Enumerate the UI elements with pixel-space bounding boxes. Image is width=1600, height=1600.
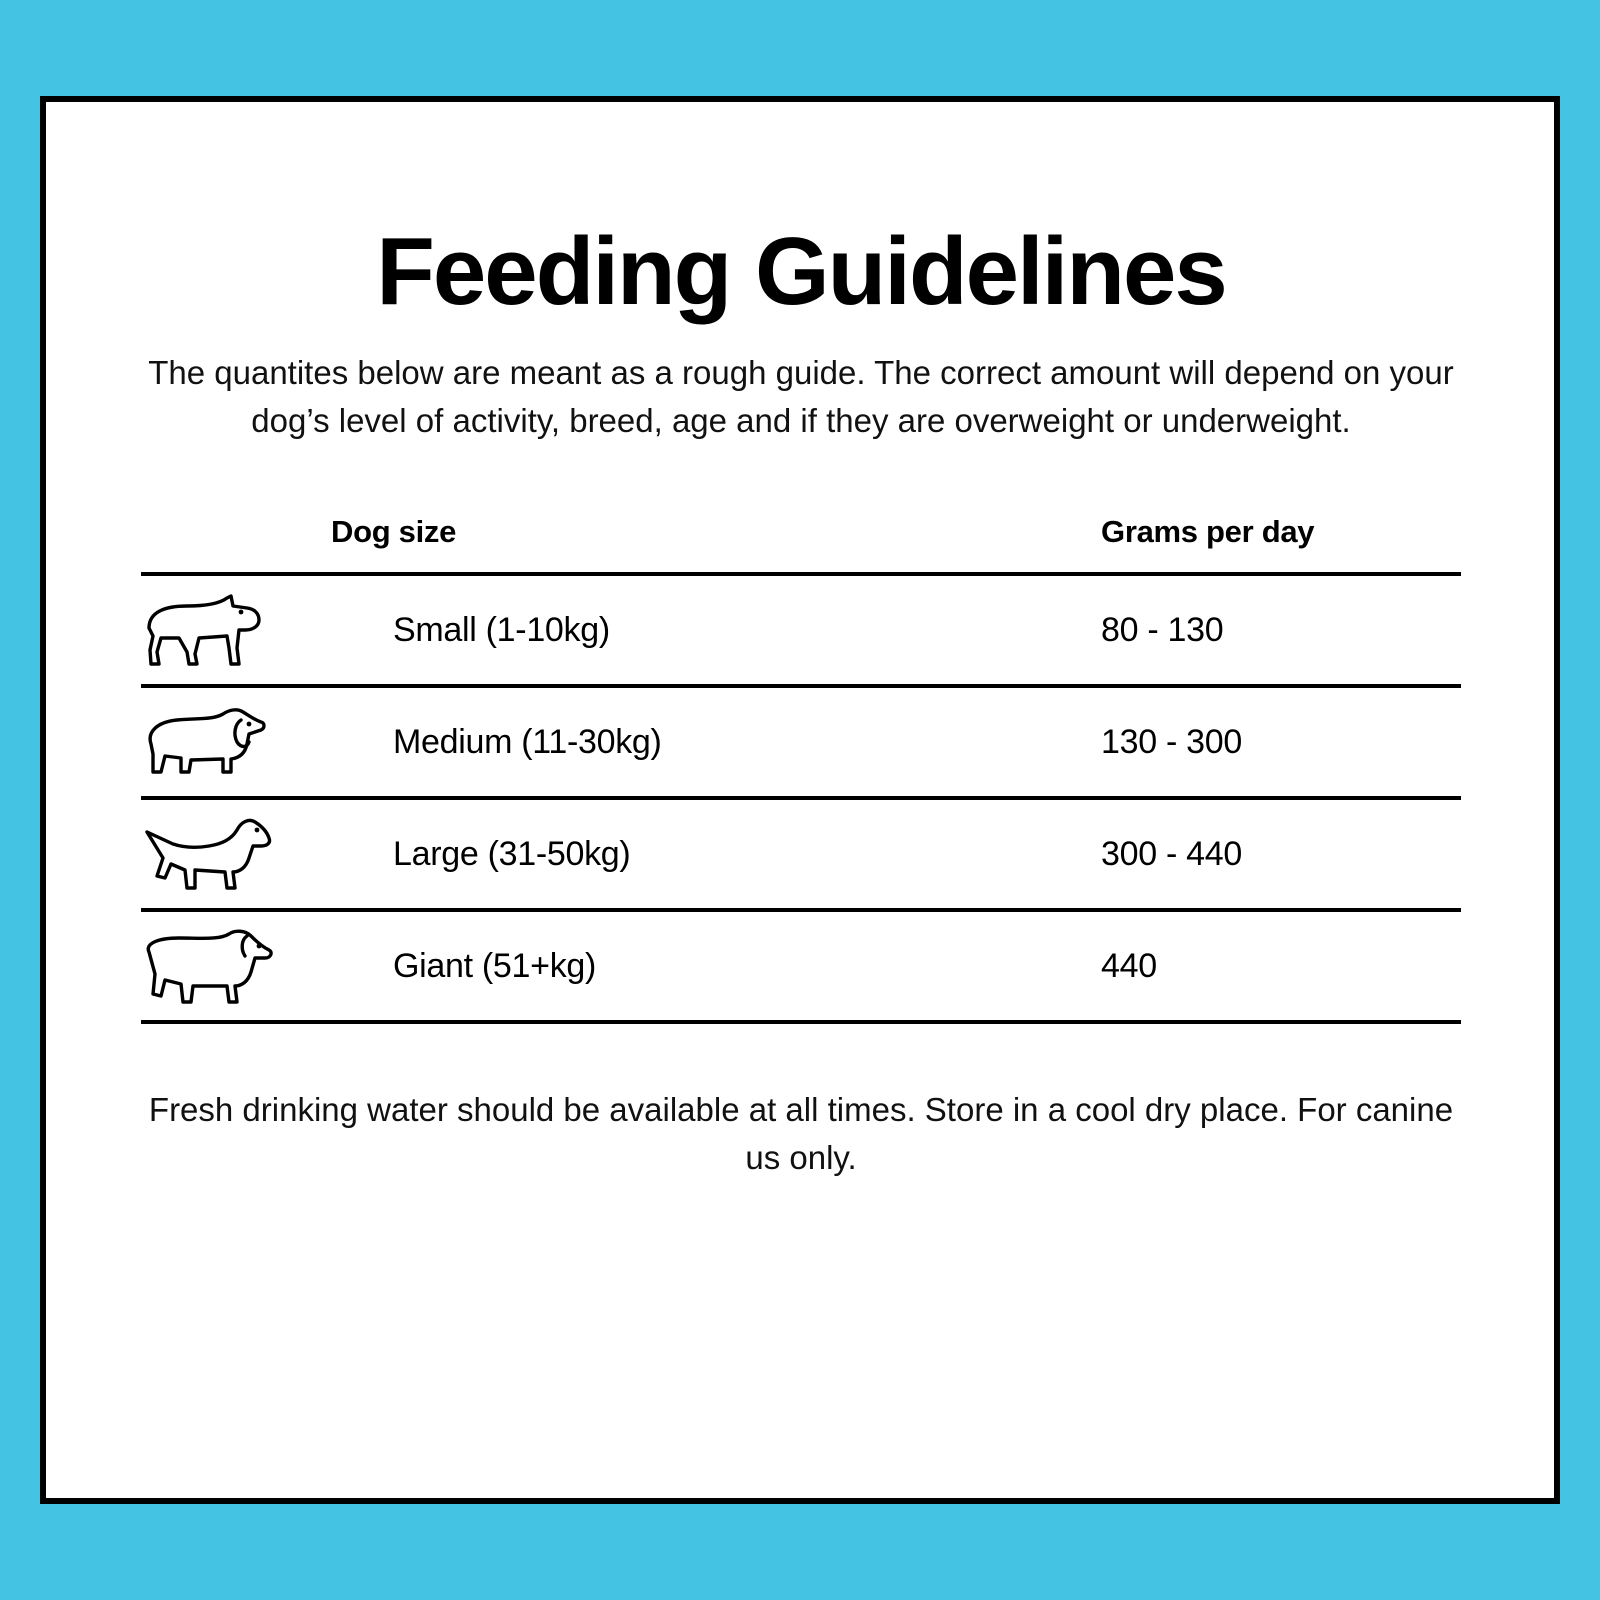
medium-dog-icon <box>141 704 333 780</box>
large-dog-icon <box>141 814 333 894</box>
table-row <box>141 688 1461 796</box>
row-size-label: Medium (11-30kg) <box>393 722 662 761</box>
feeding-guidelines-card <box>40 96 1560 1504</box>
table-row <box>141 800 1461 908</box>
header-dog-size: Dog size <box>331 514 457 550</box>
page-title: Feeding Guidelines <box>376 218 1226 325</box>
intro-paragraph: The quantites below are meant as a rough guide. The correct amount will depend on your dog’s level of activity, breed, age and if they are overweight or underweight. <box>148 353 1454 439</box>
small-dog-icon <box>141 592 333 668</box>
card-content <box>141 218 1461 1215</box>
row-size-label: Large (31-50kg) <box>393 834 631 873</box>
row-size-label: Small (1-10kg) <box>393 610 610 649</box>
table-row <box>141 912 1461 1020</box>
row-size-label: Giant (51+kg) <box>393 946 597 985</box>
table-rule-bottom <box>141 1020 1461 1024</box>
row-grams-value: 300 - 440 <box>1101 834 1242 873</box>
table-row <box>141 576 1461 684</box>
feeding-table <box>141 514 1461 1024</box>
row-grams-value: 440 <box>1101 946 1157 985</box>
footer-note: Fresh drinking water should be available at all times. Store in a cool dry place. For canine us only. <box>148 1091 1454 1177</box>
row-grams-value: 80 - 130 <box>1101 610 1224 649</box>
table-header-row <box>141 514 1461 572</box>
row-grams-value: 130 - 300 <box>1101 722 1242 761</box>
giant-dog-icon <box>141 926 333 1006</box>
header-grams-per-day: Grams per day <box>1101 514 1315 550</box>
